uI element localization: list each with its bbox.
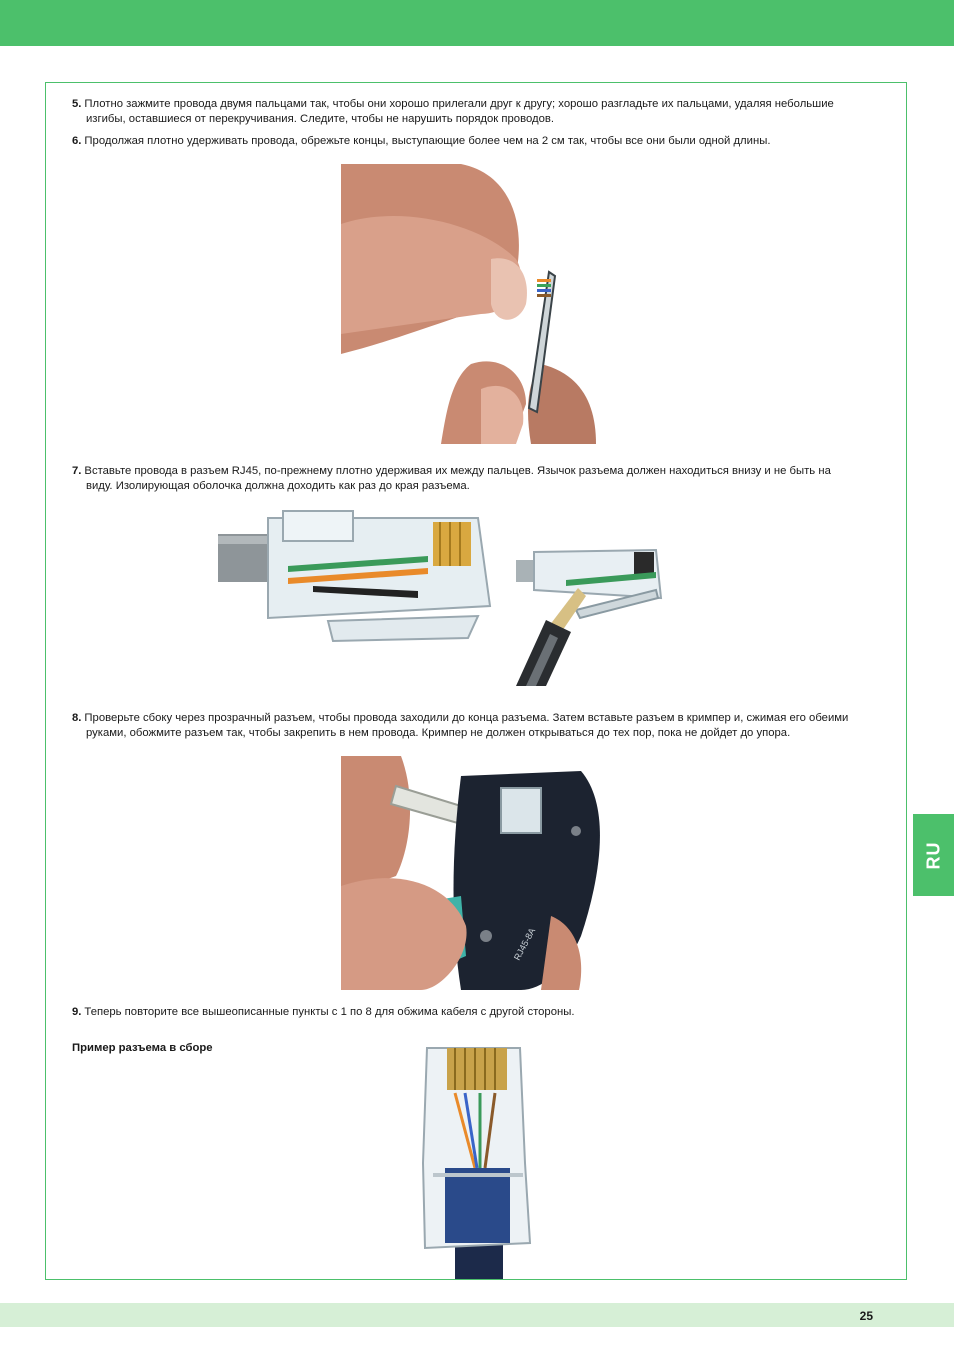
step-8: [72, 711, 887, 741]
step-6: [72, 134, 887, 149]
step-number: 5.: [72, 98, 82, 110]
step-number: 7.: [72, 465, 82, 477]
crimper-label: RJ45-8A: [511, 926, 538, 962]
step-text: Плотно зажмите провода двумя пальцами так, чтобы они хорошо прилегали друг к другу; хорошо разгладьте их пальцами, удаляя небольшие: [84, 98, 834, 110]
step-7: [72, 464, 887, 494]
photo-rj45-side-view: [218, 506, 493, 646]
photo-crimping-tool: [341, 756, 613, 990]
step-number: 9.: [72, 1006, 82, 1018]
step-number: 8.: [72, 712, 82, 724]
page-number: 25: [859, 1309, 873, 1323]
photo-rj45-with-pen: [516, 510, 664, 686]
step-5: [72, 97, 887, 127]
step-text-continued: изгибы, оставшиеся от перекручивания. Следите, чтобы не нарушить порядок проводов.: [86, 113, 554, 125]
step-text: Проверьте сбоку через прозрачный разъем, чтобы провода заходили до конца разъема. Затем вставьте разъем в кримпер и, сжимая его обеими: [84, 712, 849, 724]
photo-assembled-connector: [385, 1043, 563, 1279]
language-tab-label: RU: [923, 841, 943, 869]
step-number: 6.: [72, 135, 82, 147]
step-text: Вставьте провода в разъем RJ45, по-прежнему плотно удерживая их между пальцев. Язычок разъема должен находиться внизу и не быть на: [84, 465, 831, 477]
step-text-continued: руками, обожмите разъем так, чтобы закрепить в нем провода. Кримпер не должен открываться до тех пор, пока не дойдет до упора.: [86, 727, 791, 739]
step-9: [72, 1005, 887, 1020]
language-tab: [913, 814, 954, 896]
footer-bar: [0, 1303, 954, 1327]
caption-assembled-connector: Пример разъема в сборе: [72, 1042, 213, 1054]
step-text: Продолжая плотно удерживать провода, обрежьте концы, выступающие более чем на 2 см так, чтобы все они были одной длины.: [84, 135, 771, 147]
step-text-continued: виду. Изолирующая оболочка должна доходить как раз до края разъема.: [86, 480, 470, 492]
step-text: Теперь повторите все вышеописанные пункты с 1 по 8 для обжима кабеля с другой стороны.: [84, 1006, 575, 1018]
header-bar: [0, 0, 954, 46]
photo-trimming-wires: [341, 164, 596, 444]
